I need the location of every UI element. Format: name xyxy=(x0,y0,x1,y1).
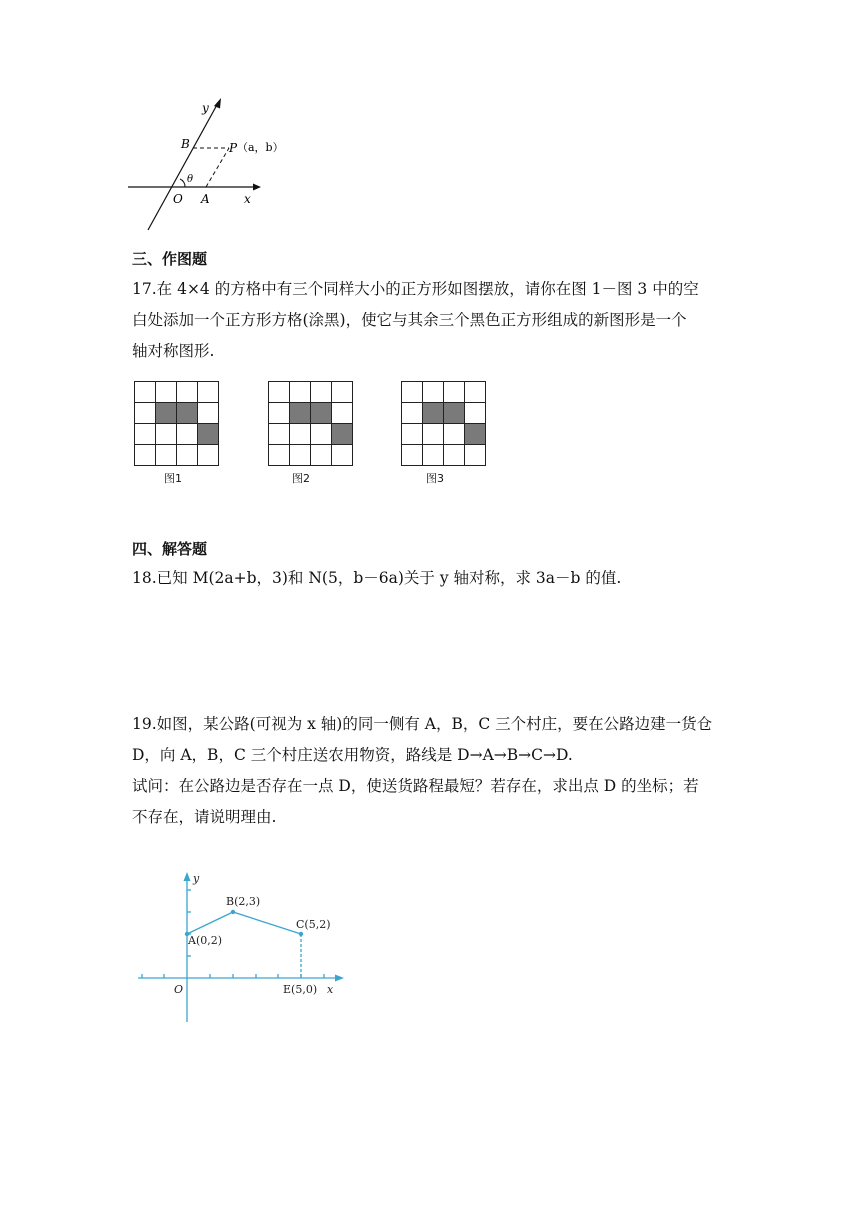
grid-figure-1 xyxy=(134,381,220,467)
q17-line-2: 白处添加一个正方形方格(涂黑)，使它与其余三个黑色正方形组成的新图形是一个 xyxy=(132,311,687,329)
q19-line-2: D，向 A，B，C 三个村庄送农用物资，路线是 D→A→B→C→D. xyxy=(132,746,573,764)
point-c-label: C(5,2) xyxy=(296,918,331,931)
point-p-label: P xyxy=(229,141,238,155)
grid-label-2: 图2 xyxy=(292,472,310,485)
y-axis-label: y xyxy=(202,101,209,115)
point-p-coord: （a，b） xyxy=(237,141,284,154)
section-heading-4: 四、解答题 xyxy=(132,540,208,558)
grid-figure-3 xyxy=(401,381,487,467)
oblique-axes-figure xyxy=(125,95,290,235)
question-18: 18.已知 M(2a+b，3)和 N(5，b－6a)关于 y 轴对称，求 3a－b 的值. xyxy=(132,569,622,587)
q19-line-3: 试问：在公路边是否存在一点 D，使送货路程最短？若存在，求出点 D 的坐标；若 xyxy=(132,777,699,795)
q17-line-3: 轴对称图形. xyxy=(132,342,215,360)
question-19 xyxy=(132,709,822,833)
angle-label: θ xyxy=(187,174,194,185)
point-b-label: B xyxy=(181,137,190,151)
origin-label: O xyxy=(173,192,183,206)
route-figure xyxy=(130,865,355,1025)
point-a-label: A(0,2) xyxy=(188,934,223,947)
question-17 xyxy=(132,274,822,367)
section-heading-3: 三、作图题 xyxy=(132,250,208,268)
q17-line-1: 17.在 4×4 的方格中有三个同样大小的正方形如图摆放，请你在图 1－图 3 中的空 xyxy=(132,280,699,298)
point-a-label: A xyxy=(201,192,210,206)
route-origin-label: O xyxy=(174,983,184,996)
point-b-label: B(2,3) xyxy=(226,895,261,908)
route-x-axis-label: x xyxy=(327,983,334,996)
x-axis-label: x xyxy=(244,192,251,206)
grid-label-3: 图3 xyxy=(426,472,444,485)
point-e-label: E(5,0) xyxy=(283,983,318,996)
route-y-axis-label: y xyxy=(193,872,200,885)
grid-label-1: 图1 xyxy=(164,472,182,485)
q19-line-4: 不存在，请说明理由. xyxy=(132,808,277,826)
grid-figure-2 xyxy=(268,381,354,467)
q19-line-1: 19.如图，某公路(可视为 x 轴)的同一侧有 A，B，C 三个村庄，要在公路边建一货仓 xyxy=(132,715,713,733)
